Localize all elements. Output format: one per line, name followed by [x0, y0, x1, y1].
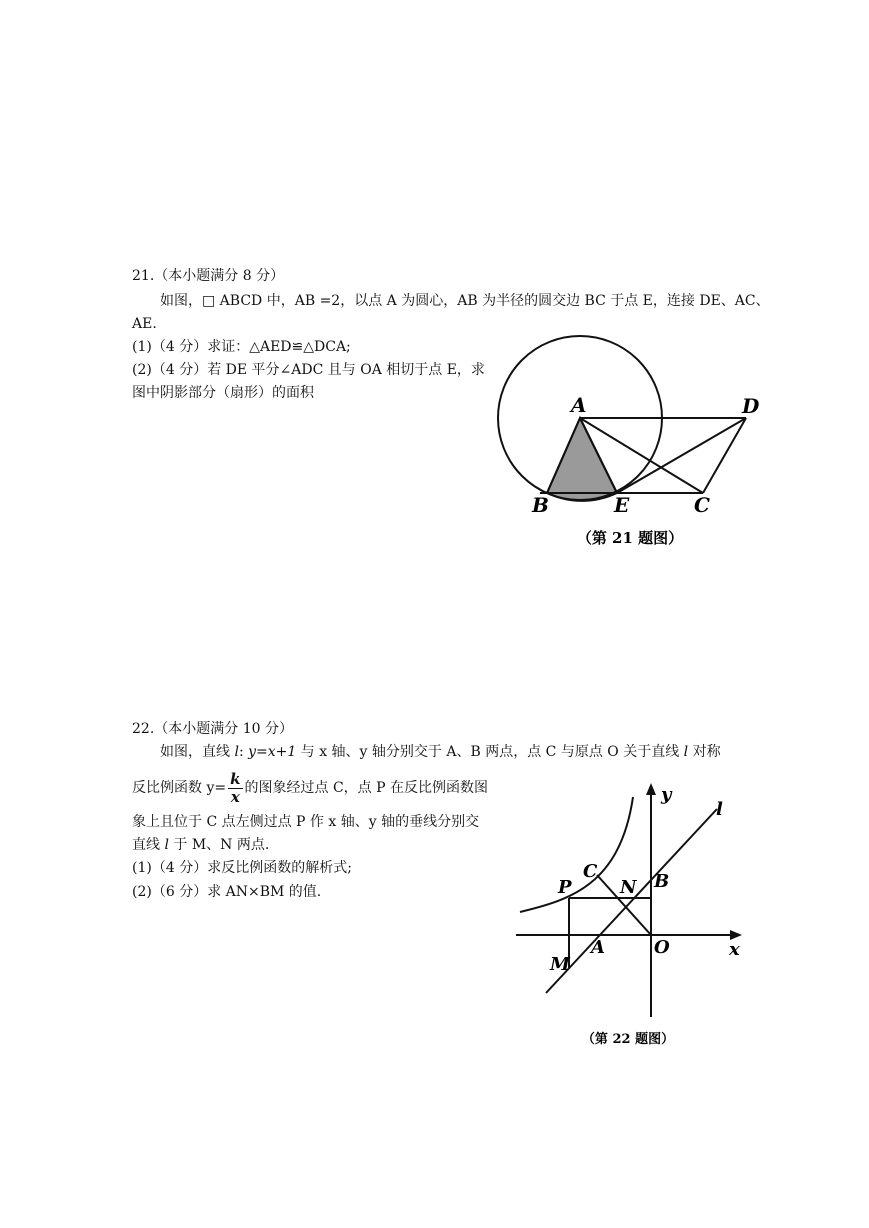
label-m: M: [550, 954, 570, 975]
shaded-sector: [547, 418, 617, 501]
label-a: A: [571, 393, 587, 417]
label-p: P: [558, 877, 572, 898]
inverse-fraction: [228, 771, 242, 806]
label-x: x: [729, 939, 740, 960]
q22-line4: [132, 835, 269, 855]
q22-line2-part-b: 的图象经过点 C，点 P 在反比例函数图: [244, 780, 488, 796]
y-axis-arrow-icon: [646, 783, 656, 795]
figure-caption: （第 22 题图）: [581, 1032, 675, 1047]
label-d: D: [742, 394, 760, 418]
label-a: A: [591, 937, 605, 958]
line-l: [546, 809, 717, 993]
label-c: C: [694, 493, 710, 517]
q22-equation: y=x+1: [248, 744, 297, 760]
label-n: N: [620, 877, 637, 898]
q22-intro-part-a: 如图，直线: [160, 744, 235, 760]
q22-line4-l: l: [164, 837, 169, 853]
figure-caption: （第 21 题图）: [576, 529, 684, 547]
q22-line4-part-a: 直线: [132, 837, 165, 853]
q22-line2: [132, 768, 488, 808]
q22-part1: (1)（4 分）求反比例函数的解析式;: [132, 860, 352, 876]
label-y: y: [661, 784, 672, 805]
label-l: l: [716, 799, 723, 820]
q22-line4-part-b: 于 M、N 两点.: [168, 837, 270, 853]
label-c: C: [583, 861, 598, 882]
label-o: O: [654, 937, 670, 958]
q22-intro: [160, 742, 721, 762]
label-b: B: [654, 871, 670, 892]
q21-intro-line1: 如图，□ ABCD 中，AB =2，以点 A 为圆心，AB 为半径的圆交边 BC 于点 E，连接 DE、AC、: [160, 293, 770, 309]
label-e: E: [614, 493, 630, 517]
q21-part2-line2: 图中阴影部分（扇形）的面积: [132, 385, 314, 401]
q22-line2-part-a: 反比例函数 y=: [132, 780, 227, 796]
fraction-denominator: x: [230, 787, 240, 806]
q22-intro-part-c: 与 x 轴、y 轴分别交于 A、B 两点，点 C 与原点 O 关于直线: [296, 744, 684, 760]
q21-part2-line1: (2)（4 分）若 DE 平分∠ADC 且与 OA 相切于点 E，求: [132, 362, 485, 378]
fraction-numerator: k: [230, 769, 241, 788]
q21-figure: [490, 315, 780, 555]
q22-intro-part-b: :: [238, 744, 249, 760]
segment-cd: [703, 418, 746, 493]
q22-line-name: l: [234, 744, 239, 760]
segment-de: [617, 418, 746, 493]
q22-part2: (2)（6 分）求 AN×BM 的值.: [132, 884, 322, 900]
q22-header: 22.（本小题满分 10 分）: [132, 721, 293, 737]
q22-line-name-2: l: [683, 744, 689, 760]
q21-part1: (1)（4 分）求证：△AED≌△DCA;: [132, 339, 351, 355]
q21-intro-line2: AE.: [132, 316, 157, 332]
q22-line3: 象上且位于 C 点左侧过点 P 作 x 轴、y 轴的垂线分别交: [132, 814, 480, 830]
label-b: B: [532, 493, 549, 517]
q22-figure: [510, 775, 760, 1050]
q21-header: 21.（本小题满分 8 分）: [132, 268, 285, 284]
q22-intro-part-d: 对称: [688, 744, 721, 760]
